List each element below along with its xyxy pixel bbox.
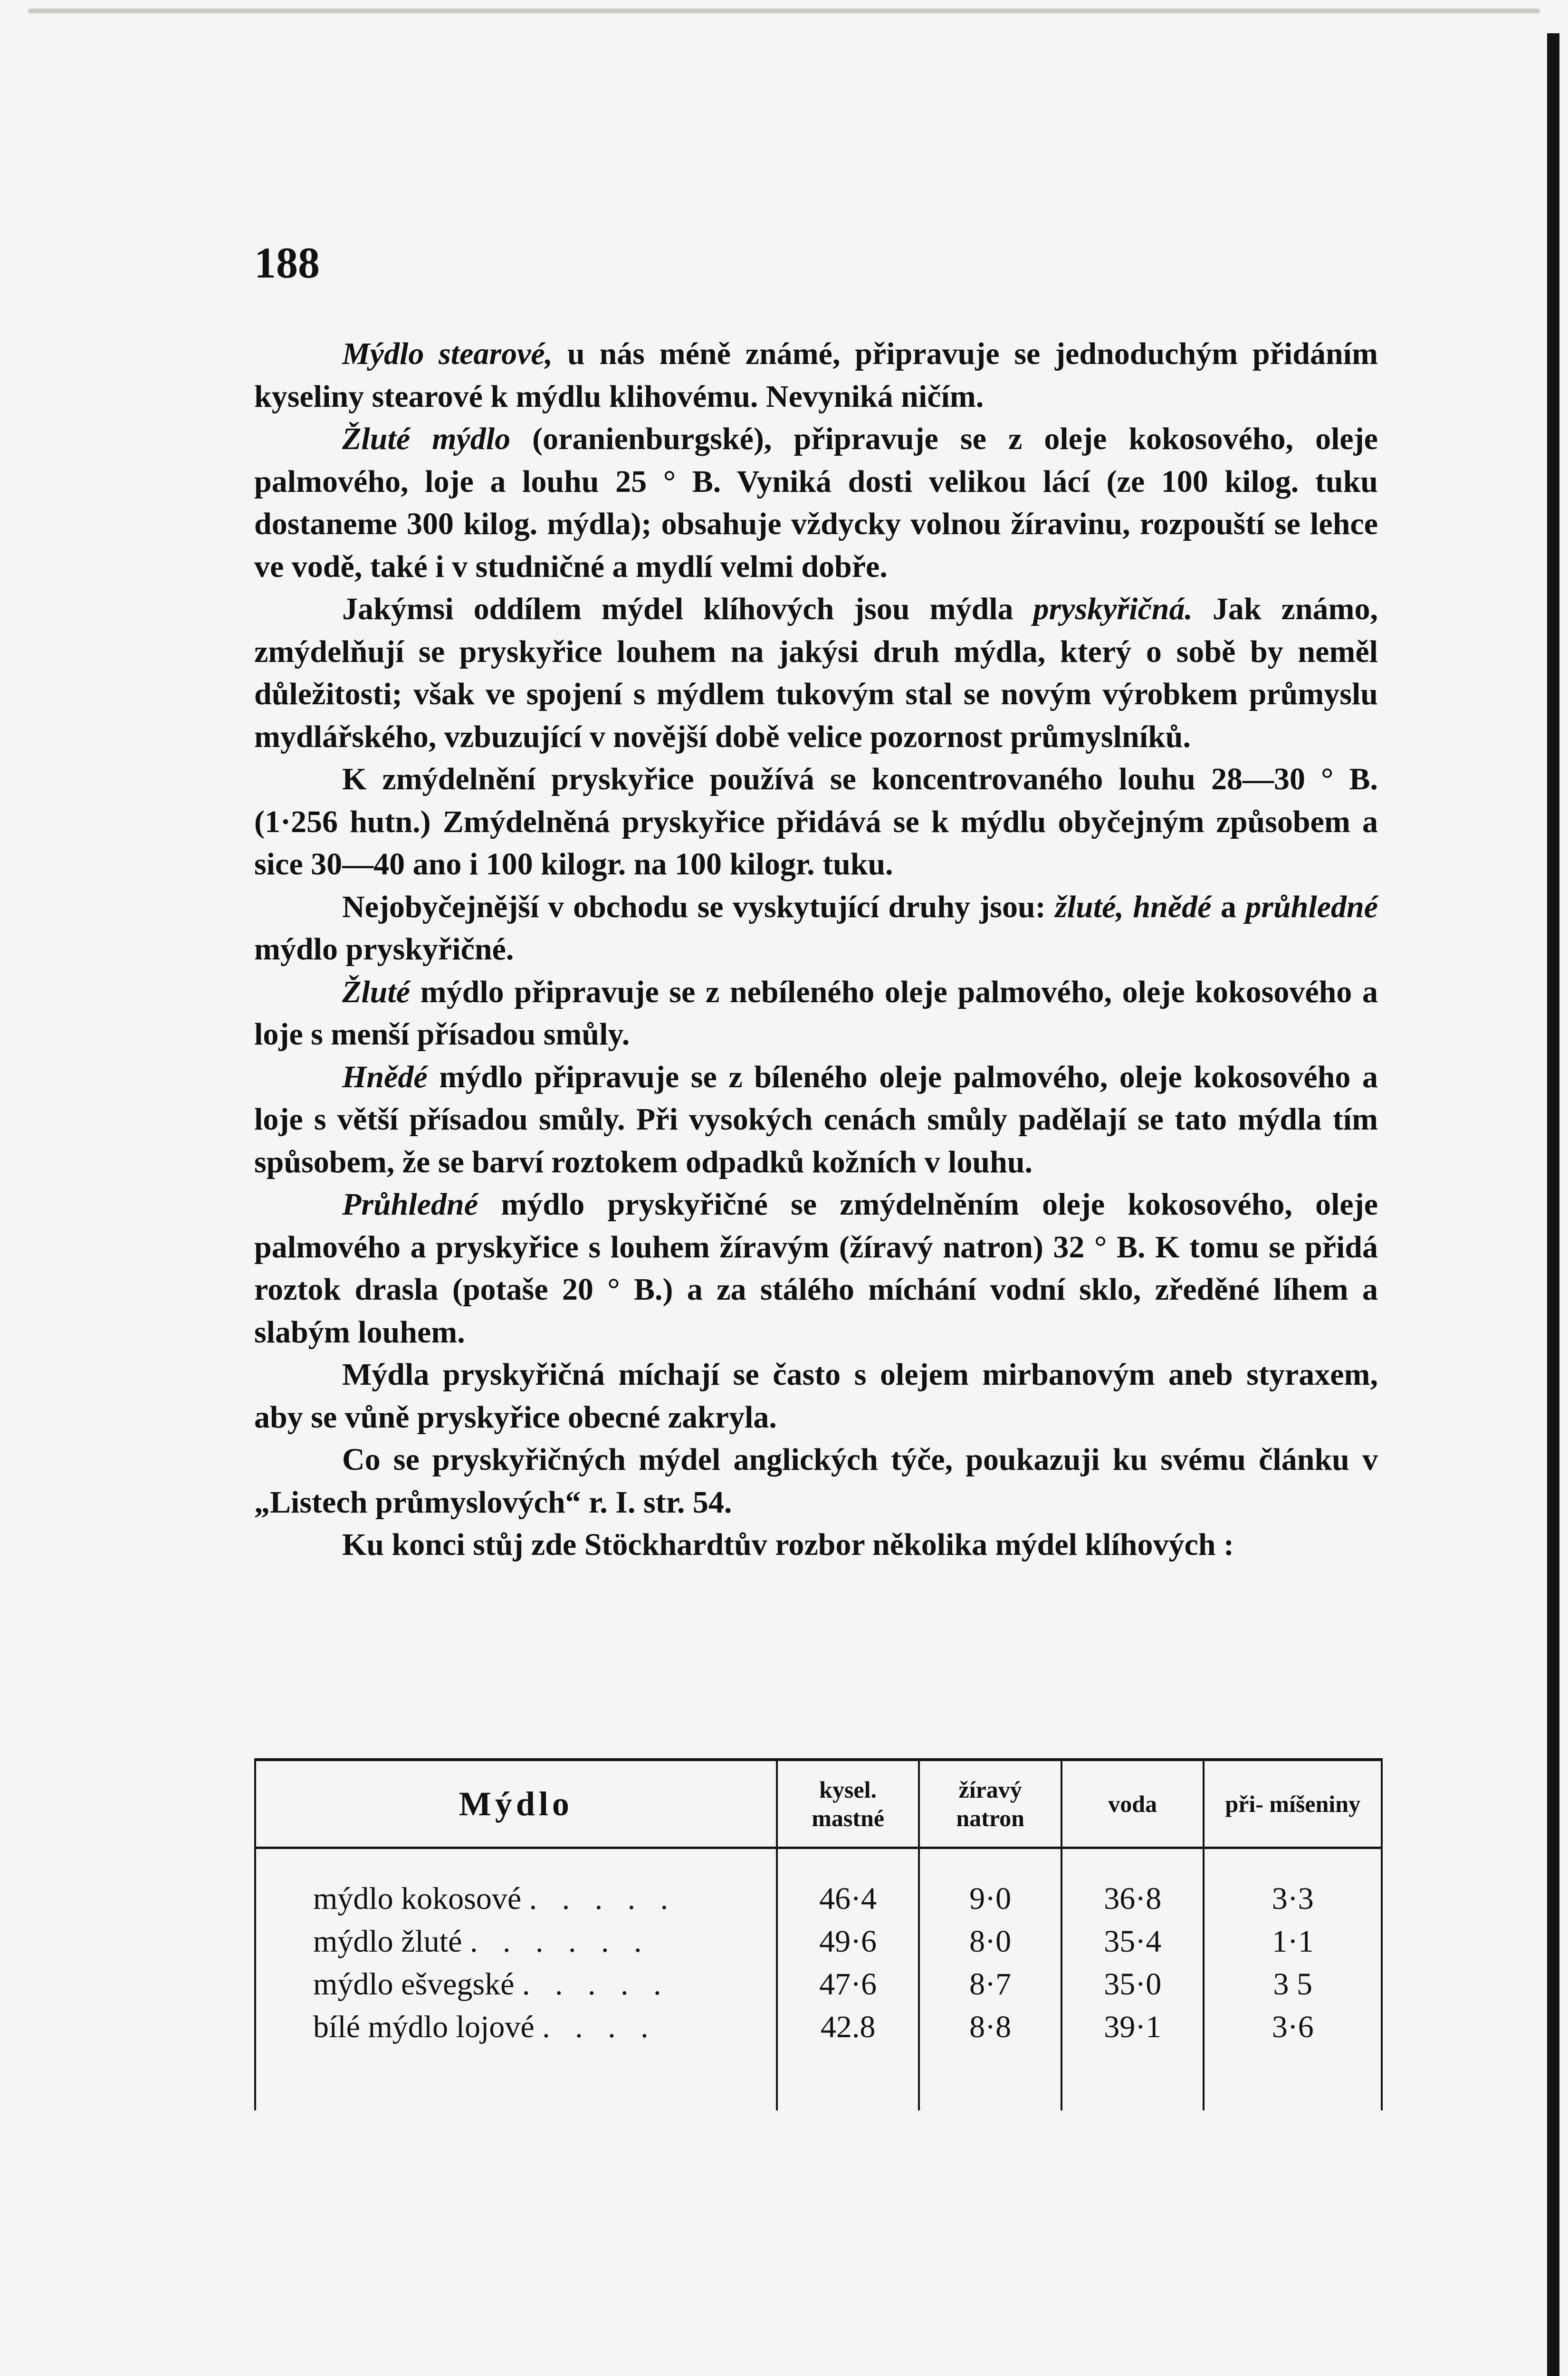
- table-row: [255, 1920, 1382, 1963]
- cell-fatty-acids: 47·6: [777, 1963, 919, 2006]
- header-admixtures: při- míšeniny: [1204, 1760, 1382, 1848]
- cell-fatty-acids: 42.8: [777, 2006, 919, 2110]
- cell-admixtures: 3·3: [1204, 1848, 1382, 1921]
- table-row: [255, 1963, 1382, 2006]
- paragraph-brown-resin: Hnědé mýdlo připravuje se z bíleného oleje palmového, oleje kokosového a loje s větší přísadou smůly. Při vysokých cenách smůly padělají se tato mýdla tím spůsobem, že se barví roztokem odpadků kožních v louhu.: [254, 1059, 1378, 1179]
- paragraph-stearic-soap: Mýdlo stearové, u nás méně známé, připravuje se jednoduchým přidáním kyseliny stearové k mýdlu klihovému. Nevyniká ničím.: [254, 336, 1378, 414]
- cell-fatty-acids: 49·6: [777, 1920, 919, 1963]
- page-number: 188: [254, 239, 320, 287]
- cell-water: 39·1: [1061, 2006, 1204, 2110]
- header-water: voda: [1061, 1760, 1204, 1848]
- table-row: [255, 2006, 1382, 2110]
- header-fatty-acids: kysel. mastné: [777, 1760, 919, 1848]
- paragraph-saponification: K zmýdelnění pryskyřice používá se koncentrovaného louhu 28—30 ° B. (1·256 hutn.) Zmýdelněná pryskyřice přidává se k mýdlu obyčejným způsobem a sice 30—40 ano i 100 kilogr. na 100 kilogr. tuku.: [254, 762, 1378, 881]
- cell-caustic-soda: 8·8: [919, 2006, 1061, 2110]
- row-name: mýdlo žluté . . . . . .: [255, 1920, 777, 1963]
- cell-fatty-acids: 46·4: [777, 1848, 919, 1921]
- table-header-row: [255, 1760, 1382, 1848]
- paragraph-analysis-intro: Ku konci stůj zde Stöckhardtův rozbor několika mýdel klíhových :: [342, 1527, 1234, 1562]
- header-soap: Mýdlo: [255, 1760, 777, 1848]
- cell-caustic-soda: 8·7: [919, 1963, 1061, 2006]
- table-row: [255, 1848, 1382, 1921]
- row-name: mýdlo ešvegské . . . . .: [255, 1963, 777, 2006]
- paragraph-common-kinds: Nejobyčejnější v obchodu se vyskytující druhy jsou: žluté, hnědé a průhledné mýdlo pryskyřičné.: [254, 889, 1378, 967]
- cell-admixtures: 3·6: [1204, 2006, 1382, 2110]
- body-text: [254, 333, 1378, 1566]
- header-caustic-soda: žíravý natron: [919, 1760, 1061, 1848]
- cell-admixtures: 1·1: [1204, 1920, 1382, 1963]
- paragraph-resin-soaps: Jakýmsi oddílem mýdel klíhových jsou mýdla pryskyřičná. Jak známo, zmýdelňují se pryskyřice louhem na jakýsi druh mýdla, který o sobě by neměl důležitosti; však ve spojení s mýdlem tukovým stal se novým výrobkem průmyslu mydlářského, vzbuzující v novější době velice pozornost průmyslníků.: [254, 592, 1378, 754]
- cell-admixtures: 3 5: [1204, 1963, 1382, 2006]
- cell-caustic-soda: 9·0: [919, 1848, 1061, 1921]
- paragraph-yellow-resin: Žluté mýdlo připravuje se z nebíleného oleje palmového, oleje kokosového a loje s menší přísadou smůly.: [254, 974, 1378, 1052]
- page-right-edge: [1547, 33, 1559, 2376]
- cell-water: 35·4: [1061, 1920, 1204, 1963]
- paragraph-yellow-soap: Žluté mýdlo (oranienburgské), připravuje se z oleje kokosového, oleje palmového, loje a louhu 25 ° B. Vyniká dosti velikou lácí (ze 100 kilog. tuku dostaneme 300 kilog. mýdla); obsahuje vždycky volnou žíravinu, rozpouští se lehce ve vodě, také i v studničné a mydlí velmi dobře.: [254, 422, 1378, 584]
- cell-water: 36·8: [1061, 1848, 1204, 1921]
- cell-water: 35·0: [1061, 1963, 1204, 2006]
- soap-analysis-table: [254, 1758, 1383, 2110]
- cell-caustic-soda: 8·0: [919, 1920, 1061, 1963]
- row-name: mýdlo kokosové . . . . .: [255, 1848, 777, 1921]
- paragraph-mirbane: Mýdla pryskyřičná míchají se často s olejem mirbanovým aneb styraxem, aby se vůně pryskyřice obecné zakryla.: [254, 1357, 1378, 1435]
- row-name: bílé mýdlo lojové . . . .: [255, 2006, 777, 2110]
- paragraph-transparent-resin: Průhledné mýdlo pryskyřičné se zmýdelněním oleje kokosového, oleje palmového a pryskyřice s louhem žíravým (žíravý natron) 32 ° B. K tomu se přidá roztok drasla (potaše 20 ° B.) a za stálého míchání vodní sklo, zředěné líhem a slabým louhem.: [254, 1187, 1378, 1350]
- page-top-shadow: [29, 9, 1539, 13]
- paragraph-english-soaps: Co se pryskyřičných mýdel anglických týče, poukazuji ku svému článku v „Listech průmyslových“ r. I. str. 54.: [254, 1442, 1378, 1520]
